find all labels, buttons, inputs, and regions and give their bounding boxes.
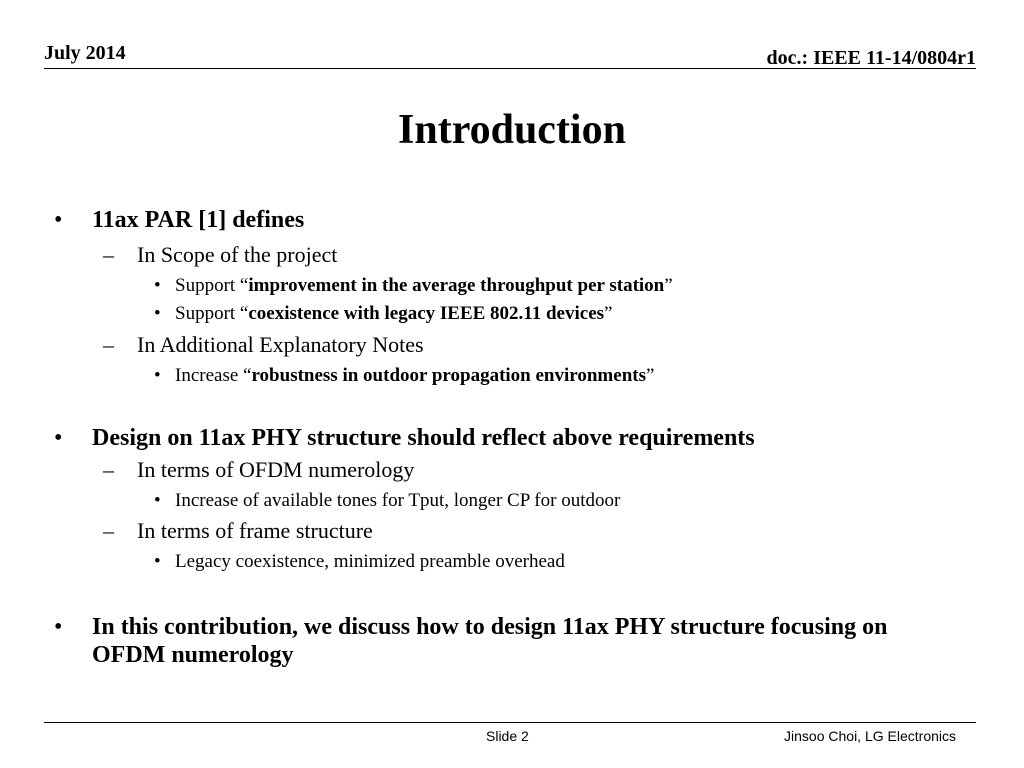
text-emphasis: improvement in the average throughput per station: [248, 275, 665, 296]
bullet-icon: •: [54, 614, 63, 640]
dash-icon: –: [103, 332, 114, 357]
header-doc-id: doc.: IEEE 11-14/0804r1: [766, 47, 976, 69]
text-suffix: ”: [664, 275, 673, 296]
dash-icon: –: [103, 518, 114, 543]
sub-sub-bullet-text: [175, 275, 673, 297]
text-emphasis: robustness in outdoor propagation environments: [251, 365, 646, 386]
bullet-icon: •: [54, 425, 63, 451]
bullet-text: 11ax PAR [1] defines: [92, 207, 305, 233]
footer-author: Jinsoo Choi, LG Electronics: [784, 728, 956, 744]
bullet-icon: •: [54, 207, 63, 233]
sub-sub-bullet-text: [175, 365, 654, 387]
dash-icon: –: [103, 457, 114, 482]
slide-number: Slide 2: [486, 728, 529, 744]
bullet-icon: •: [154, 490, 161, 511]
text-prefix: Support “: [175, 303, 249, 324]
bullet-icon: •: [154, 365, 161, 386]
sub-sub-bullet-text: [175, 303, 612, 325]
bullet-icon: •: [154, 551, 161, 572]
slide-title: Introduction: [398, 107, 626, 153]
sub-sub-bullet-text: Legacy coexistence, minimized preamble overhead: [175, 551, 565, 572]
text-suffix: ”: [645, 365, 655, 386]
bullet-icon: •: [154, 303, 161, 324]
sub-bullet-text: In terms of OFDM numerology: [137, 457, 415, 482]
header-date: July 2014: [44, 42, 126, 64]
sub-bullet-text: In terms of frame structure: [137, 518, 373, 543]
text-emphasis: coexistence with legacy IEEE 802.11 devices: [248, 303, 605, 324]
text-suffix: ”: [604, 303, 613, 324]
bullet-text: In this contribution, we discuss how to design 11ax PHY structure focusing on OFDM numerology: [92, 614, 888, 668]
bullet-text: Design on 11ax PHY structure should reflect above requirements: [92, 425, 755, 451]
sub-bullet-text: In Additional Explanatory Notes: [137, 332, 424, 357]
bullet-icon: •: [154, 275, 161, 296]
text-prefix: Support “: [175, 275, 249, 296]
header-divider: [44, 68, 976, 69]
dash-icon: –: [103, 242, 114, 267]
footer-divider: [44, 722, 976, 723]
sub-bullet-text: In Scope of the project: [137, 242, 338, 267]
text-prefix: Increase “: [175, 365, 252, 386]
sub-sub-bullet-text: Increase of available tones for Tput, longer CP for outdoor: [175, 490, 621, 511]
